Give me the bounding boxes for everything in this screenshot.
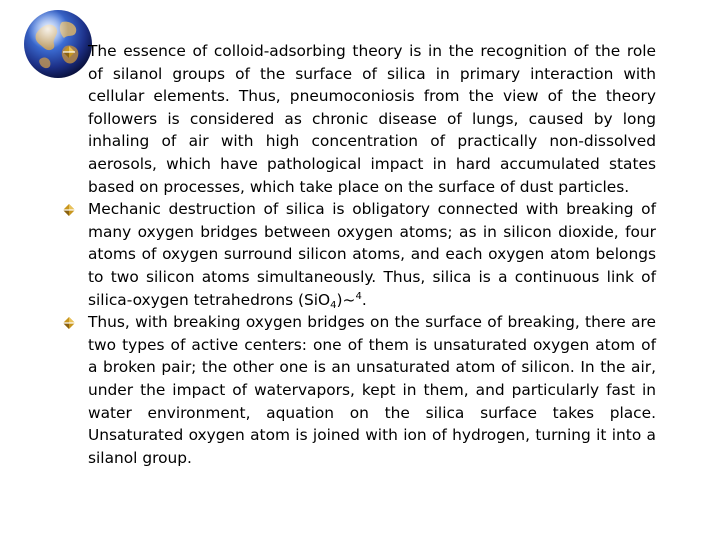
bullet-item <box>62 40 656 198</box>
formula-tail: )~ <box>336 290 356 309</box>
diamond-bullet-icon <box>62 198 88 220</box>
bullet-text <box>88 198 656 311</box>
bullet-item <box>62 198 656 311</box>
formula-superscript: 4 <box>355 290 362 302</box>
bullet-text-body: Mechanic destruction of silica is obligatory connected with breaking of many oxygen bridges between oxygen atoms; as in silicon dioxide, four atoms of oxygen surround silicon atoms, and each oxygen atom belongs to two silicon atoms simultaneously. Thus, silica is a continuous link of silica-oxygen tetrahedrons (SiO <box>88 200 656 309</box>
diamond-bullet-icon <box>62 311 88 333</box>
formula-subscript: 4 <box>330 299 337 311</box>
bullet-list <box>62 40 656 469</box>
diamond-bullet-icon <box>62 40 88 62</box>
bullet-text: The essence of colloid-adsorbing theory is in the recognition of the role of silanol groups of the surface of silica in primary interaction with cellular elements. Thus, pneumoconiosis from the view of the theory followers is considered as chronic disease of lungs, caused by long inhaling of air with high concentration of practically non-dissolved aerosols, which have pathological impact in hard accumulated states based on processes, which take place on the surface of dust particles. <box>88 42 656 196</box>
bullet-text: Thus, with breaking oxygen bridges on the surface of breaking, there are two types of active centers: one of them is unsaturated oxygen atom of a broken pair; the other one is an unsaturated atom of silicon. In the air, under the impact of watervapors, kept in them, and particularly fast in water environment, aquation on the silica surface takes place. Unsaturated oxygen atom is joined with ion of hydrogen, turning it into a silanol group. <box>88 313 656 467</box>
bullet-item <box>62 311 656 469</box>
formula-end: . <box>361 290 367 309</box>
